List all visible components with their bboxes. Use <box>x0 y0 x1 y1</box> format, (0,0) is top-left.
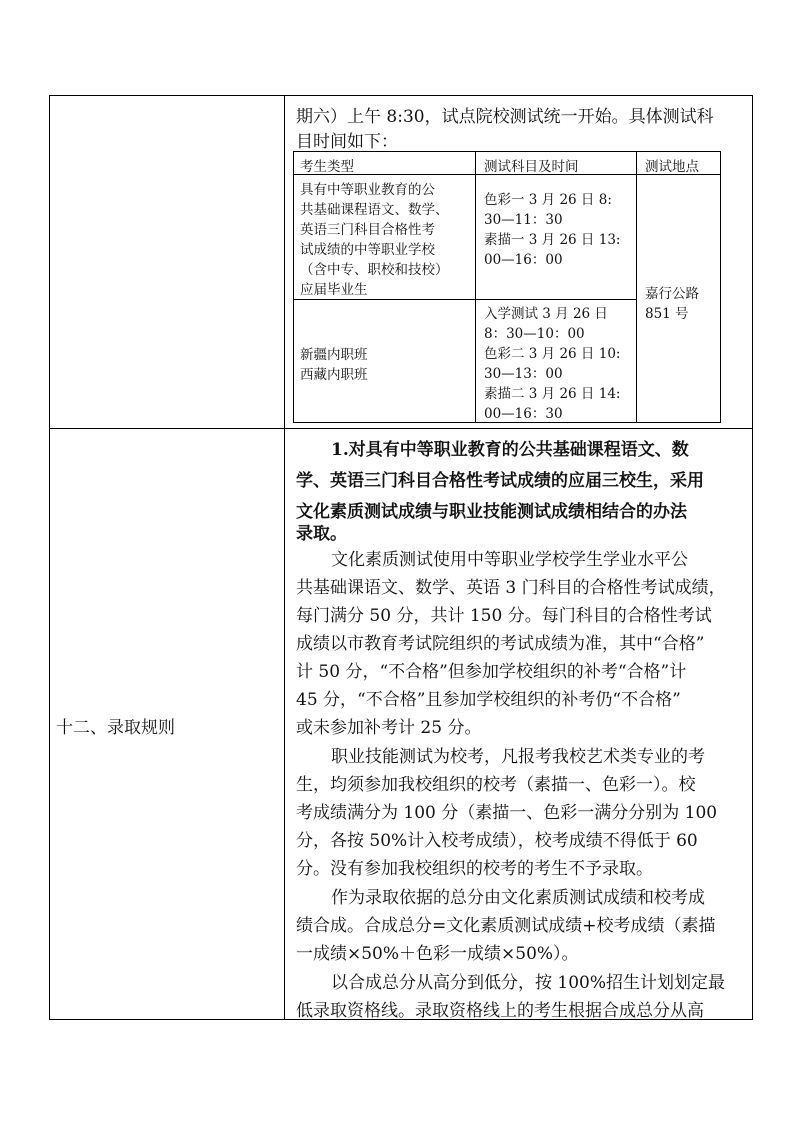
row1-type-line: 具有中等职业教育的公 <box>300 182 435 198</box>
location-line: 嘉行公路 <box>645 286 699 302</box>
para2-line: 分。没有参加我校组织的校考的考生不予录取。 <box>296 859 653 879</box>
para3-line: 作为录取依据的总分由文化素质测试成绩和校考成 <box>331 888 705 908</box>
bold-line: 学、英语三门科目合格性考试成绩的应届三校生，采用 <box>296 471 704 491</box>
para1-line: 计 50 分，“不合格”但参加学校组织的补考“合格”计 <box>296 662 687 682</box>
row2-subject-line: 入学测试 3 月 26 日 <box>484 306 608 322</box>
bold-line: 1.对具有中等职业教育的公共基础课程语文、数 <box>331 440 689 460</box>
inner-table-right <box>720 151 721 423</box>
intro-line: 目时间如下： <box>296 132 398 152</box>
section-divider <box>49 428 753 429</box>
row2-subject-line: 素描二 3 月 26 日 14: <box>484 386 621 402</box>
row1-type-line: （含中专、职校和技校） <box>300 262 449 278</box>
para2-line: 分，各按 50%计入校考成绩），校考成绩不得低于 60 <box>296 831 698 851</box>
row1-type-line: 英语三门科目合格性考 <box>300 222 435 238</box>
header-subjects-time: 测试科目及时间 <box>484 159 579 175</box>
header-location: 测试地点 <box>645 159 699 175</box>
para2-line: 职业技能测试为校考，凡报考我校艺术类专业的考 <box>331 747 705 767</box>
para3-line: 绩合成。合成总分=文化素质测试成绩+校考成绩（素描 <box>296 916 716 936</box>
outer-top-border <box>49 95 753 96</box>
inner-table-left <box>293 151 294 423</box>
para1-line: 或未参加补考计 25 分。 <box>296 718 482 738</box>
row1-type-line: 试成绩的中等职业学校 <box>300 242 435 258</box>
bold-line: 文化素质测试成绩与职业技能测试成绩相结合的办法 <box>296 502 687 522</box>
row2-type-line: 西藏内职班 <box>300 367 368 383</box>
inner-col-divider-1 <box>475 151 476 423</box>
bold-line: 录取。 <box>296 524 347 544</box>
row2-subject-line: 8：30—10：00 <box>484 326 585 342</box>
intro-line: 期六）上午 8:30，试点院校测试统一开始。具体测试科 <box>296 107 714 127</box>
para1-line: 45 分，“不合格”且参加学校组织的补考仍“不合格” <box>296 690 681 710</box>
para2-line: 生，均须参加我校组织的校考（素描一、色彩一）。校 <box>296 775 696 795</box>
inner-row-divider <box>293 299 637 300</box>
para4-line: 低录取资格线。录取资格线上的考生根据合成总分从高 <box>296 1001 704 1021</box>
inner-col-divider-2 <box>636 151 637 423</box>
row2-subject-line: 色彩二 3 月 26 日 10: <box>484 346 621 362</box>
row1-subject-line: 素描一 3 月 26 日 13: <box>484 232 621 248</box>
row2-subject-line: 30—13：00 <box>484 366 563 382</box>
para1-line: 成绩以市教育考试院组织的考试成绩为准，其中“合格” <box>296 634 705 654</box>
row1-subject-line: 00—16：00 <box>484 252 563 268</box>
location-line: 851 号 <box>645 306 689 322</box>
para1-line: 文化素质测试使用中等职业学校学生学业水平公 <box>331 550 688 570</box>
row2-subject-line: 00—16：30 <box>484 406 563 422</box>
row1-subject-line: 30—11：30 <box>484 212 563 228</box>
para1-line: 共基础课语文、数学、英语 3 门科目的合格性考试成绩， <box>296 578 726 598</box>
inner-table-bottom <box>293 422 721 423</box>
row1-type-line: 应届毕业生 <box>300 282 368 298</box>
header-candidate-type: 考生类型 <box>300 159 354 175</box>
row1-type-line: 共基础课程语文、数学、 <box>300 202 449 218</box>
section-label-admission-rules: 十二、录取规则 <box>56 718 175 738</box>
para4-line: 以合成总分从高分到低分，按 100%招生计划划定最 <box>331 973 726 993</box>
outer-column-divider <box>284 95 285 1020</box>
outer-left-border <box>49 95 50 1020</box>
para3-line: 一成绩×50%＋色彩一成绩×50%）。 <box>296 944 579 964</box>
para1-line: 每门满分 50 分，共计 150 分。每门科目的合格性考试 <box>296 606 712 626</box>
row1-subject-line: 色彩一 3 月 26 日 8: <box>484 192 612 208</box>
outer-right-border <box>752 95 753 1020</box>
row2-type-line: 新疆内职班 <box>300 347 368 363</box>
para2-line: 考成绩满分为 100 分（素描一、色彩一满分分别为 100 <box>296 803 718 823</box>
